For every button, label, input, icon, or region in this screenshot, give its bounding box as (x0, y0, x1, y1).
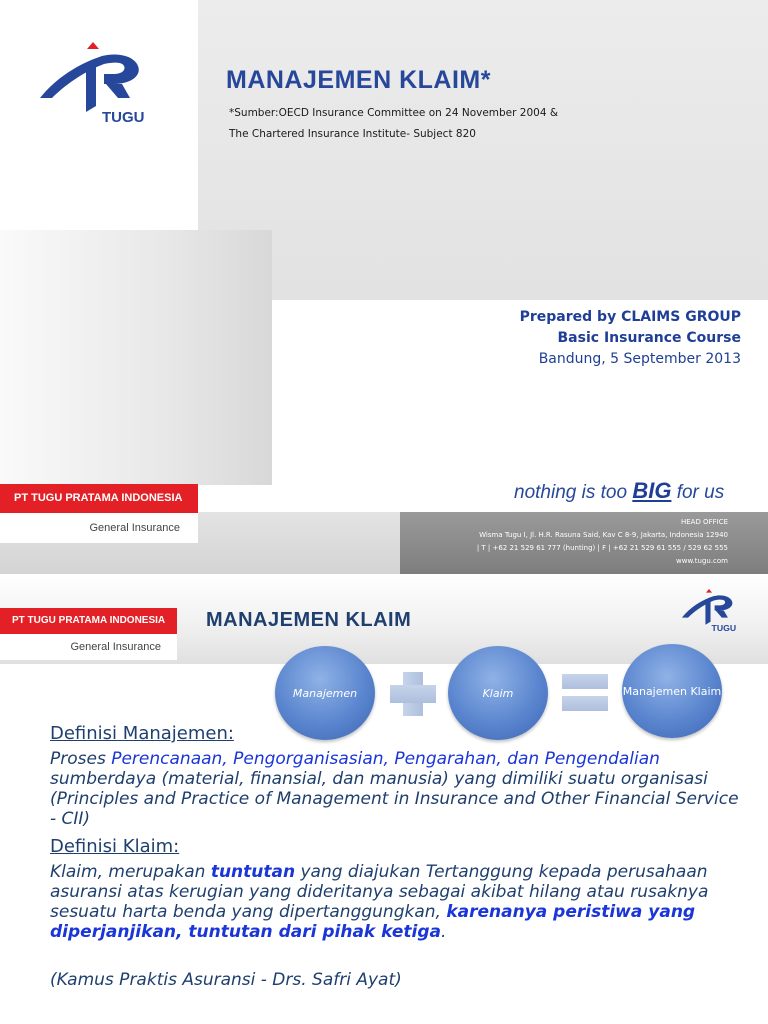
head-office-info (477, 516, 728, 568)
slide-title: MANAJEMEN KLAIM* (226, 66, 491, 94)
equals-icon (562, 674, 608, 689)
office-web: www.tugu.com (676, 557, 728, 565)
source-note (229, 103, 558, 145)
def2-text-mid: yang diajukan Tertanggung kepada perusahaan asuransi atas kerugian yang dideritanya sebagai akibat hilang atau rusaknya sesuatu harta benda yang dipertanggungkan, (50, 862, 709, 922)
def1-highlight: Perencanaan, Pengorganisasian, Pengarahan, dan Pengendalian (111, 749, 660, 769)
source-line-2: The Chartered Insurance Institute- Subject 820 (229, 128, 476, 140)
division-label: General Insurance (0, 634, 177, 660)
definition-management-heading: Definisi Manajemen: (50, 723, 234, 744)
definition-claim-heading: Definisi Klaim: (50, 836, 180, 857)
slide-title: MANAJEMEN KLAIM (206, 609, 412, 631)
def2-text-start: Klaim, merupakan (50, 862, 211, 882)
logo-pillar (86, 60, 96, 112)
def2-bold-clause: karenanya peristiwa yang diperjanjikan, tuntutan dari pihak ketiga (50, 902, 696, 942)
tagline-big: BIG (632, 478, 672, 503)
plus-icon (390, 685, 436, 703)
tugu-logo (38, 40, 148, 130)
office-address: Wisma Tugu I, Jl. H.R. Rasuna Said, Kav C 8-9, Jakarta, Indonesia 12940 (479, 531, 728, 539)
office-phone: | T | +62 21 529 61 777 (hunting) | F | +62 21 529 61 555 / 529 62 555 (476, 544, 728, 552)
tagline (514, 478, 724, 504)
header-gray-panel (198, 0, 768, 300)
def2-text-end: . (440, 922, 447, 942)
side-gray-panel (0, 230, 272, 485)
place-date: Bandung, 5 September 2013 (538, 351, 741, 367)
course-name: Basic Insurance Course (557, 330, 741, 346)
source-line-1: *Sumber:OECD Insurance Committee on 24 November 2004 & (229, 107, 559, 119)
circle-manajemen-klaim: Manajemen Klaim (622, 644, 722, 738)
company-name-bar: PT TUGU PRATAMA INDONESIA (0, 484, 198, 513)
def1-text-end: sumberdaya (material, finansial, dan manusia) yang dimiliki suatu organisasi (Principles and Practice of Management in Insurance and Other Financial Service - CII) (50, 769, 739, 829)
circle-klaim: Klaim (448, 646, 548, 740)
def2-bold-tuntutan: tuntutan (210, 862, 296, 882)
tagline-post: for us (671, 482, 725, 503)
logo-red-triangle (87, 42, 99, 49)
prepared-block (520, 307, 741, 370)
definition-claim-text (50, 862, 750, 942)
office-label: HEAD OFFICE (680, 518, 728, 526)
def1-text-start: Proses (50, 749, 112, 769)
logo-leg (106, 84, 130, 98)
equals-icon-lower (562, 696, 608, 711)
logo-red-triangle (706, 589, 712, 593)
tugu-logo (680, 588, 738, 634)
reference-citation: (Kamus Praktis Asuransi - Drs. Safri Ayat) (50, 970, 402, 990)
tagline-pre: nothing is too (514, 482, 633, 503)
logo-text: TUGU (711, 622, 737, 633)
definition-management-text (50, 749, 750, 829)
logo-text: TUGU (102, 109, 145, 126)
company-name-bar: PT TUGU PRATAMA INDONESIA (0, 608, 177, 634)
division-label: General Insurance (0, 513, 198, 543)
slide-2-definitions (0, 574, 768, 1024)
logo-pillar (705, 598, 710, 625)
circle-manajemen: Manajemen (275, 646, 375, 740)
logo-leg (716, 610, 728, 617)
prepared-by: Prepared by CLAIMS GROUP (519, 309, 741, 325)
